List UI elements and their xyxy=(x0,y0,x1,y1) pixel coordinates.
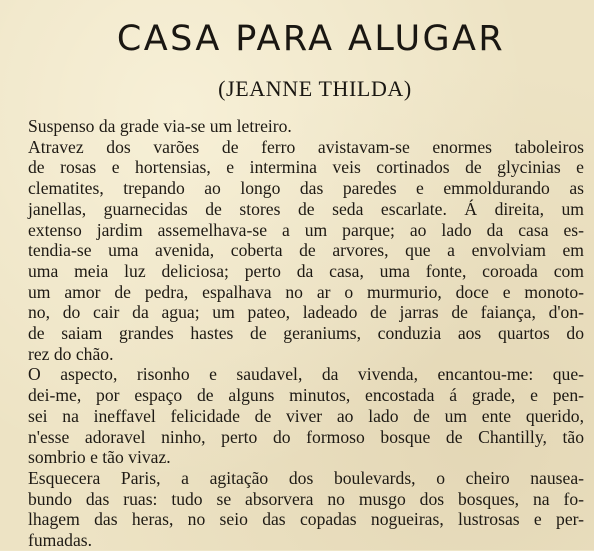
paragraph xyxy=(28,116,584,137)
text-line: sei na ineffavel felicidade de viver ao lado de um ente querido, xyxy=(28,405,584,426)
article-title: CASA PARA ALUGAR xyxy=(116,19,506,59)
text-line: extenso jardim assemelhava-se a um parque; ao lado da casa es- xyxy=(28,219,584,240)
text-line: Atravez dos varões de ferro avistavam-se enormes taboleiros xyxy=(28,136,584,157)
text-line: rez do chão. xyxy=(28,343,114,364)
paragraph xyxy=(28,468,584,551)
text-line: fumadas. xyxy=(28,530,93,551)
text-line: Esquecera Paris, a agitação dos boulevards, o cheiro nausea- xyxy=(28,467,584,488)
text-line: sombrio e tão vivaz. xyxy=(28,447,171,468)
paragraph xyxy=(28,137,584,365)
paragraph xyxy=(28,364,584,468)
text-line: dei-me, por espaço de alguns minutos, encostada á grade, e pen- xyxy=(28,385,584,406)
text-line: clematites, trepando ao longo das paredes e emmoldurando as xyxy=(28,178,584,199)
text-line: bundo das ruas: tudo se absorvera no musgo dos bosques, na fo- xyxy=(28,488,584,509)
text-line: tendia-se uma avenida, coberta de arvores, que a envolviam em xyxy=(28,240,584,261)
text-line: de rosas e hortensias, e intermina veis cortinados de glycinias e xyxy=(28,157,584,178)
text-line: um amor de pedra, espalhava no ar o murmurio, doce e monoto- xyxy=(28,281,584,302)
article-body xyxy=(28,116,584,551)
text-line: janellas, guarnecidas de stores de seda escarlate. Á direita, um xyxy=(28,198,584,219)
article-author: (JEANNE THILDA) xyxy=(218,76,412,101)
text-line: no, do cair da agua; um pateo, ladeado de jarras de faiança, d'on- xyxy=(28,302,584,323)
text-line: de saiam grandes hastes de geraniums, conduzia aos quartos do xyxy=(28,323,584,344)
text-line: lhagem das heras, no seio das copadas nogueiras, lustrosas e per- xyxy=(28,509,584,530)
text-line: Suspenso da grade via-se um letreiro. xyxy=(28,116,292,136)
text-line: O aspecto, risonho e saudavel, da vivenda, encantou-me: que- xyxy=(28,364,584,385)
text-line: n'esse adoravel ninho, perto do formoso bosque de Chantilly, tão xyxy=(28,426,584,447)
text-line: uma meia luz deliciosa; perto da casa, uma fonte, coroada com xyxy=(28,260,584,281)
